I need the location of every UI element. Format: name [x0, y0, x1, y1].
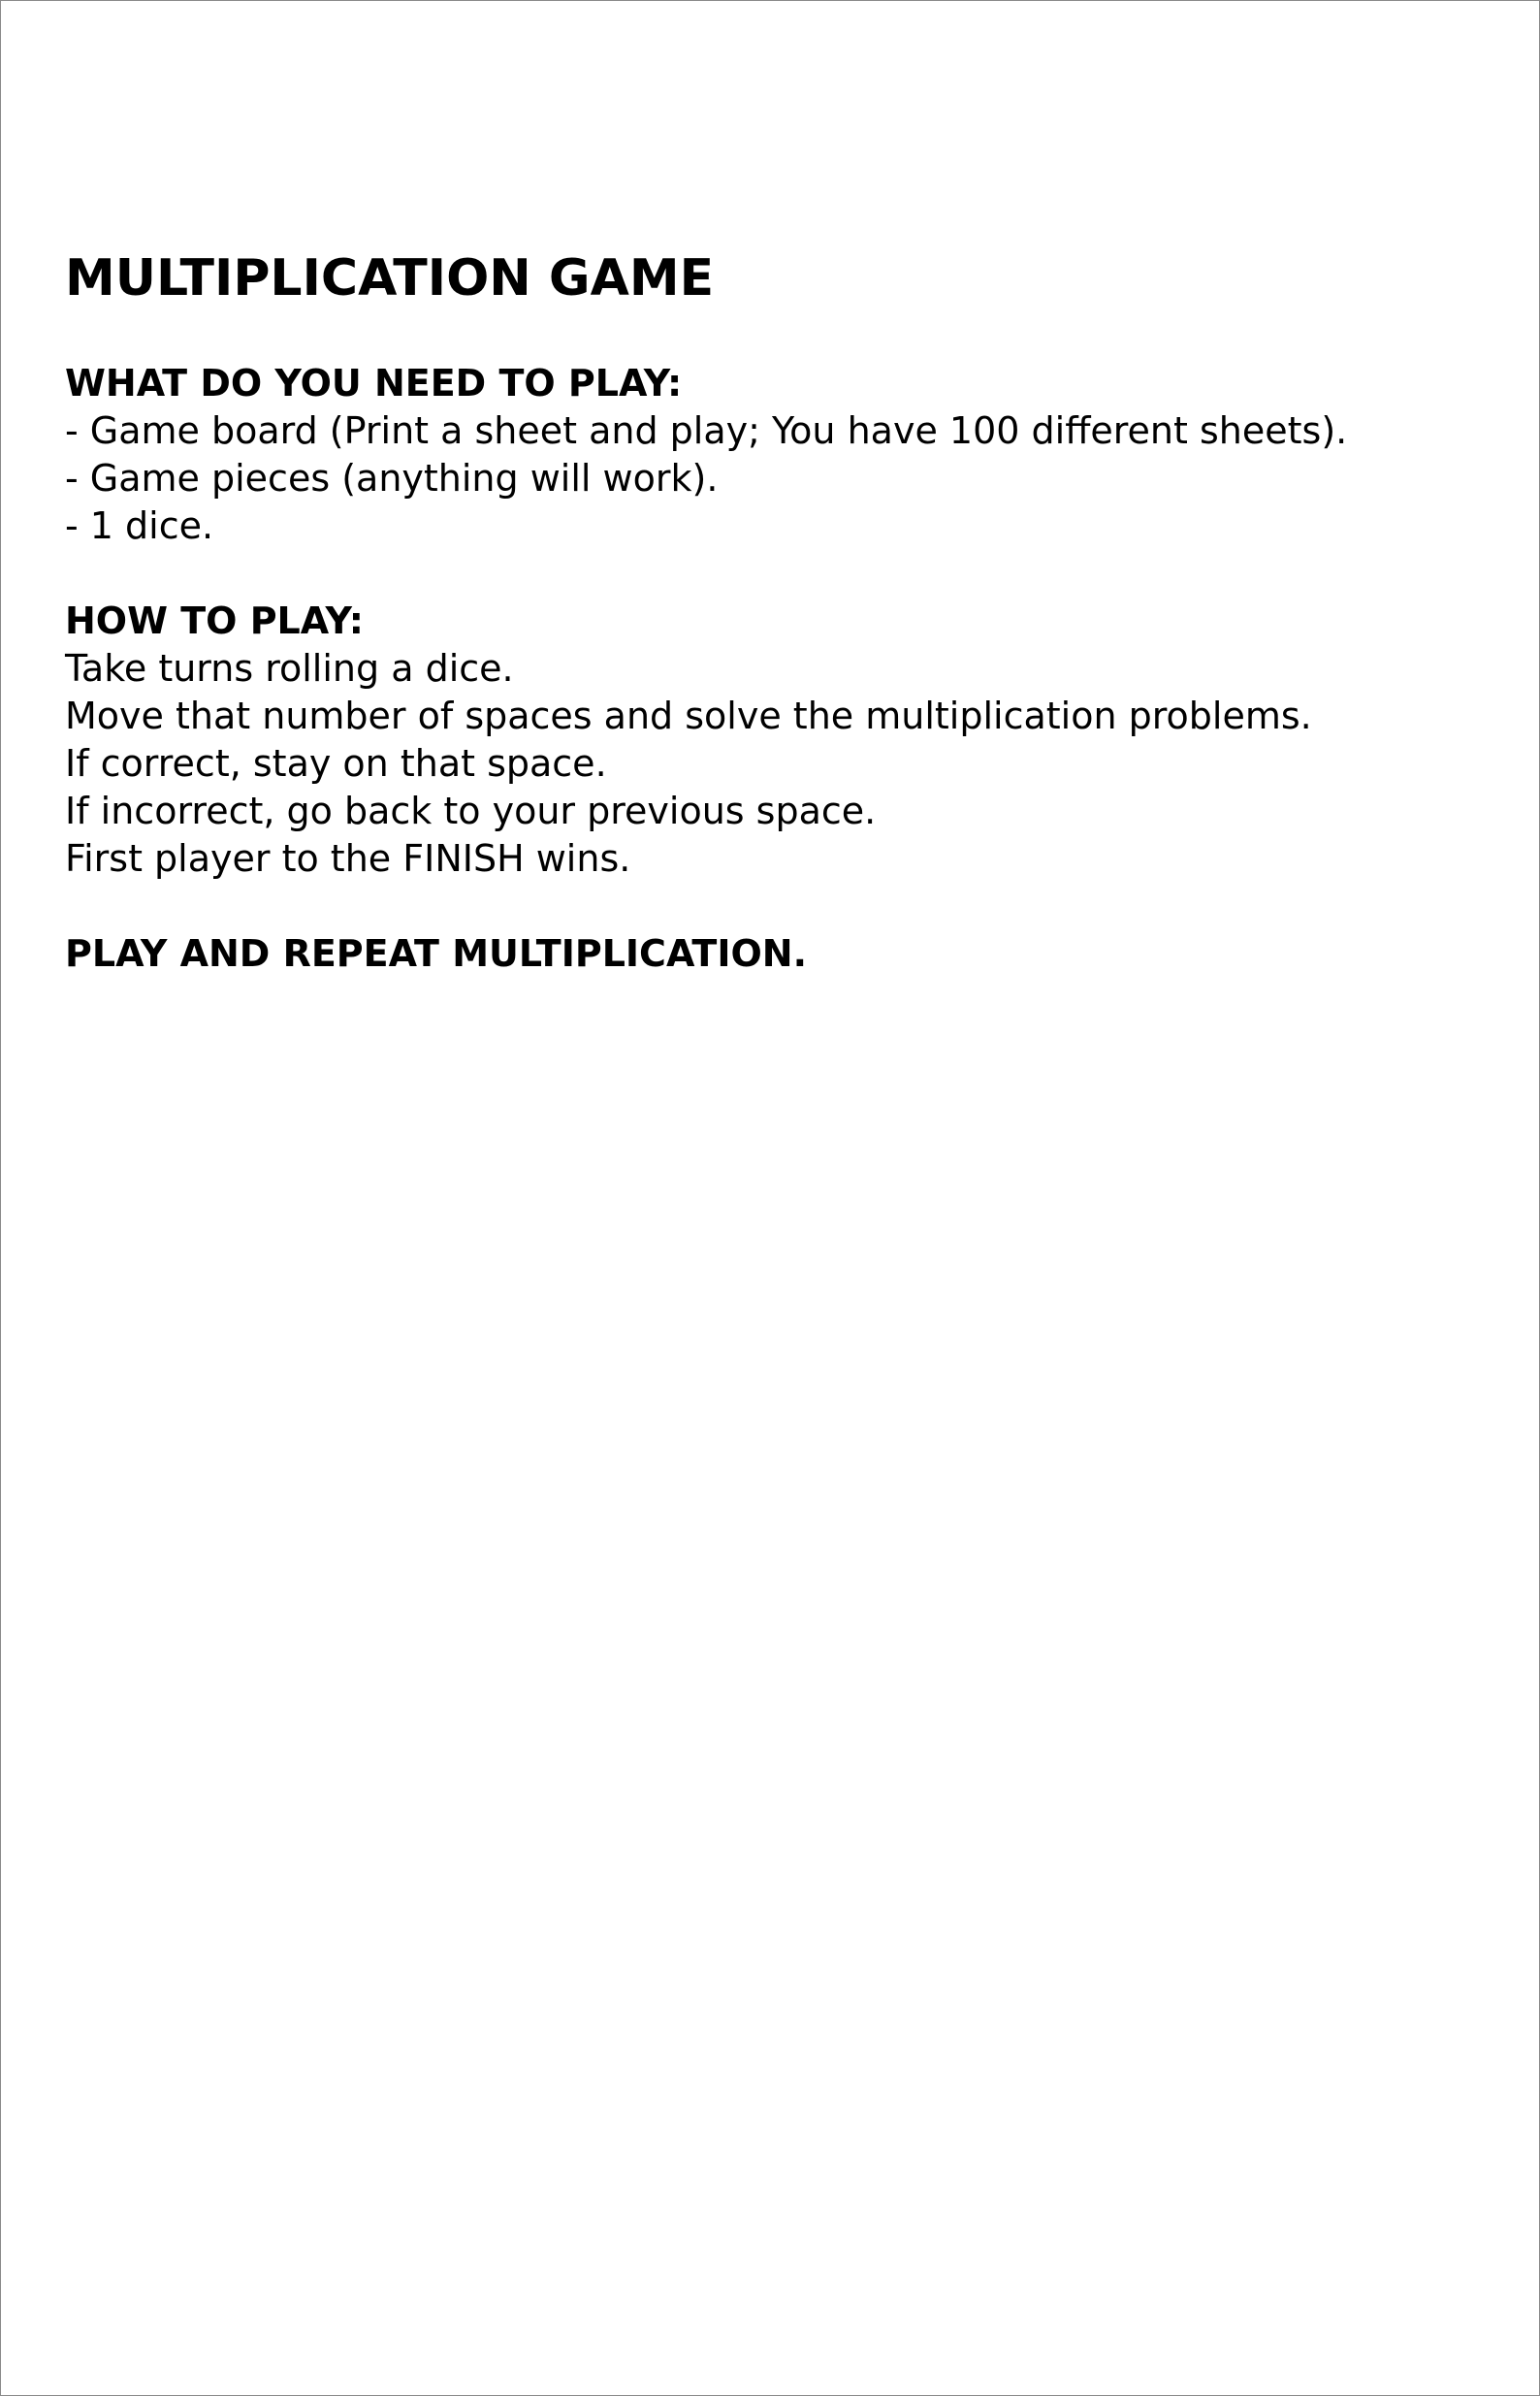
requirement-item: - 1 dice. — [65, 504, 214, 547]
requirement-item: - Game pieces (anything will work). — [65, 457, 719, 500]
rule-step: If correct, stay on that space. — [65, 742, 607, 785]
requirement-item: - Game board (Print a sheet and play; You have 100 different sheets). — [65, 409, 1348, 452]
spacer — [65, 311, 1500, 360]
spacer — [65, 883, 1500, 930]
how-to-play-heading: HOW TO PLAY: — [65, 599, 364, 642]
requirements-heading: WHAT DO YOU NEED TO PLAY: — [65, 362, 683, 405]
how-to-play-section — [65, 598, 1500, 883]
instruction-content — [65, 245, 1500, 978]
rule-step: Take turns rolling a dice. — [65, 647, 514, 690]
rule-step: If incorrect, go back to your previous space. — [65, 790, 877, 832]
spacer — [65, 550, 1500, 598]
closing-statement: PLAY AND REPEAT MULTIPLICATION. — [65, 932, 808, 975]
rule-step: Move that number of spaces and solve the multiplication problems. — [65, 695, 1312, 737]
rule-step: First player to the FINISH wins. — [65, 837, 631, 880]
requirements-section — [65, 360, 1500, 550]
page-title: MULTIPLICATION GAME — [65, 249, 715, 308]
